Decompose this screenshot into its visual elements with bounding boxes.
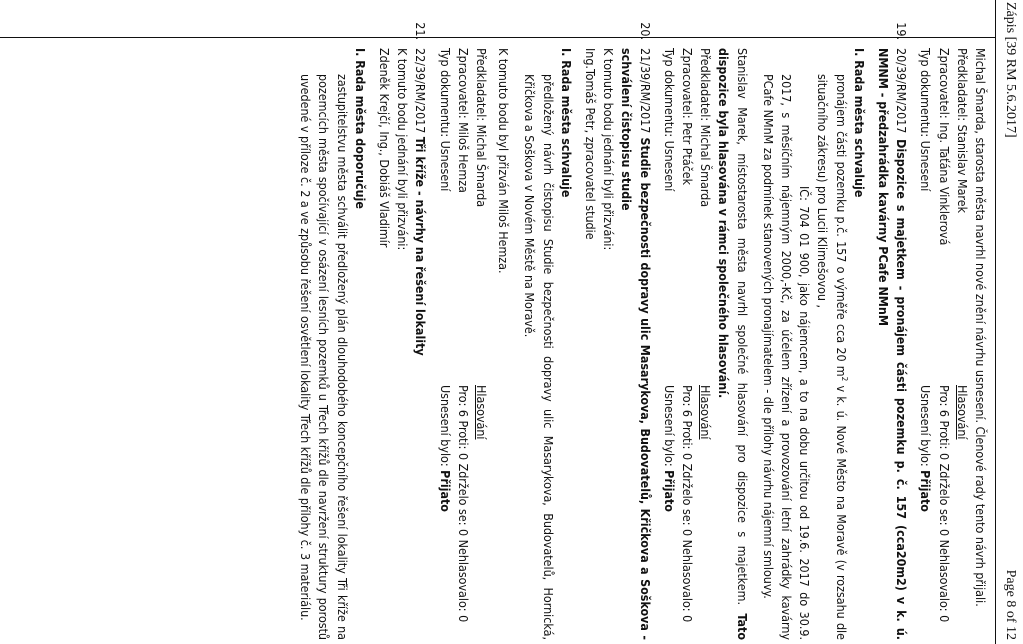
resolution-label: Usnesení bylo: <box>437 385 453 471</box>
item-title-text: Tři kříže - návrhy na řešení lokality <box>413 136 429 356</box>
document-type: Typ dokumentu: Usnesení <box>661 48 677 192</box>
meta-row <box>660 48 678 640</box>
resolution-status <box>660 385 678 512</box>
superscript: 2 <box>839 376 849 382</box>
note-text: Stanislav Marek, místostarosta města navrhl společné hlasování pro dispozice s majetkem. <box>734 48 750 614</box>
resolution-text: zastupitelstvu města schválit předložený plán dlouhodobého koncepčního řešení lokality Tři kříže na pozemcích města spočívající v osázení lesních pozemků u Třech křížů dle navržení struktury porostů uvedené v příloze č. 2 a ve způsobu řešení osvětlení lokality Třech křížů dle přílohy č. 3 materiálu. <box>298 74 350 640</box>
resolution-status <box>435 385 453 512</box>
meta-row <box>435 48 453 640</box>
resolution-status <box>916 385 934 512</box>
item-title-text: Studie bezpečnosti dopravy ulic Masarykova, Budovatelů, Křičkova a Soškova - schválení čistopisu studie <box>619 48 653 640</box>
invited-label: K tomuto bodu jednání byli přizváni: <box>395 48 411 251</box>
invited-label: K tomuto bodu jednání byli přizváni: <box>601 48 617 251</box>
page-header <box>1003 0 1019 644</box>
processor: Zpracovatel: Miloš Hemza <box>455 48 471 193</box>
submitter: Předkladatel: Michal Šmarda <box>698 48 714 208</box>
vote-counts: Pro: 6 Proti: 0 Zdrželo se: 0 Nehlasovalo: 0 <box>455 385 471 623</box>
intro-text: Michal Šmarda, starosta města navrhl nové znění návrhu usnesení. Členové rady tento návrh přijali. <box>973 48 988 607</box>
resolution-value: Přijato <box>661 470 677 512</box>
agenda-item-21 <box>296 22 429 640</box>
meta-row <box>678 48 696 640</box>
agenda-item-20 <box>435 22 653 640</box>
submitter: Předkladatel: Stanislav Marek <box>954 48 970 214</box>
item-number: 21. <box>413 22 429 40</box>
resolution-label: Usnesení bylo: <box>661 385 677 471</box>
margin-line <box>0 37 995 38</box>
section-heading: I. Rada města schvaluje <box>851 48 867 198</box>
document-body <box>296 22 989 641</box>
section-heading: I. Rada města schvaluje <box>558 48 574 198</box>
intro-meta-row <box>953 48 971 640</box>
processor: Zpracovatel: Petr Ptáček <box>680 48 696 186</box>
invited-guest: Zdeněk Krejčí, Ing., Dobiáš Vladimír <box>377 48 393 248</box>
meta-row <box>454 48 472 640</box>
header-title: Zápis [39 RM 5.6.2017] <box>1003 2 1018 138</box>
meta-row <box>696 48 714 640</box>
item-code: 21/39/RM/2017 <box>637 48 653 138</box>
resolution-value: Přijato <box>437 470 453 512</box>
resolution-text <box>813 74 849 640</box>
resolution-text-cont: IČ: 704 01 900, jako nájemcem, a to na dobu určitou od 19.6. 2017 do 30.9. 2017, s měsíčním nájemným 2000,-Kč, za účelem zřízení a provozování letní zahrádky kavárny PCafe NMnM za podmínek stanovených pronajímatelem - dle přílohy návrhu nájemní smlouvy. <box>760 74 813 640</box>
item-number: 20. <box>637 22 653 40</box>
voting-label: Hlasování <box>698 385 714 440</box>
item-code: 20/39/RM/2017 <box>894 48 910 140</box>
agenda-item-19 <box>660 22 911 641</box>
note-bold: Tato dispozice byla hlasována v rámci společného hlasování. <box>716 48 750 640</box>
item-title <box>617 48 653 640</box>
item-title <box>411 48 429 640</box>
item-code: 22/39/RM/2017 <box>413 48 429 137</box>
resolution-value: Přijato <box>918 470 934 512</box>
header-rule <box>995 0 996 644</box>
text-part: v k. ú. Nové Město na Moravě (v rozsahu dle situačního zákresu) pro Lucii Klimešovou , <box>815 74 849 641</box>
resolution-label: Usnesení bylo: <box>918 385 934 471</box>
invited-guest: Ing.Tomáš Petr, zpracovatel studie <box>583 48 599 240</box>
invited-note: K tomuto bodu byl přizván Miloš Hemza. <box>496 48 512 274</box>
voting-label: Hlasování <box>954 385 970 440</box>
item-number: 19. <box>894 22 910 40</box>
resolution-text: předložený návrh čistopisu Studie bezpečnosti dopravy ulic Masarykova, Budovatelů, Hornická, Křičkova a Soškova v Novém Městě na Moravě. <box>522 74 556 640</box>
joint-vote-note <box>714 48 750 640</box>
section-heading: I. Rada města doporučuje <box>352 48 368 209</box>
processor: Zpracovatel: Ing. Taťána Vinklerová <box>936 48 952 246</box>
submitter: Předkladatel: Michal Šmarda <box>474 48 490 208</box>
intro-meta-row <box>934 48 952 640</box>
item-title <box>874 48 910 640</box>
text-part: pronájem části pozemku p.č. 157 o výměře cca 20 m <box>833 74 849 377</box>
vote-counts: Pro: 6 Proti: 0 Zdrželo se: 0 Nehlasovalo: 0 <box>680 385 696 623</box>
item-title-text: Dispozice s majetkem - pronájem části pozemku p. č. 157 (cca20m2) v k. ú. NMNM - předzahrádka kavárny PCafe NMnM <box>876 48 910 640</box>
vote-counts: Pro: 6 Proti: 0 Zdrželo se: 0 Nehlasovalo: 0 <box>936 385 952 623</box>
voting-label: Hlasování <box>474 385 490 440</box>
document-type: Typ dokumentu: Usnesení <box>918 48 934 192</box>
document-type: Typ dokumentu: Usnesení <box>437 48 453 192</box>
intro-meta-row <box>916 48 934 640</box>
page-number: Page 8 of 12 <box>1003 569 1018 640</box>
meta-row <box>472 48 490 640</box>
